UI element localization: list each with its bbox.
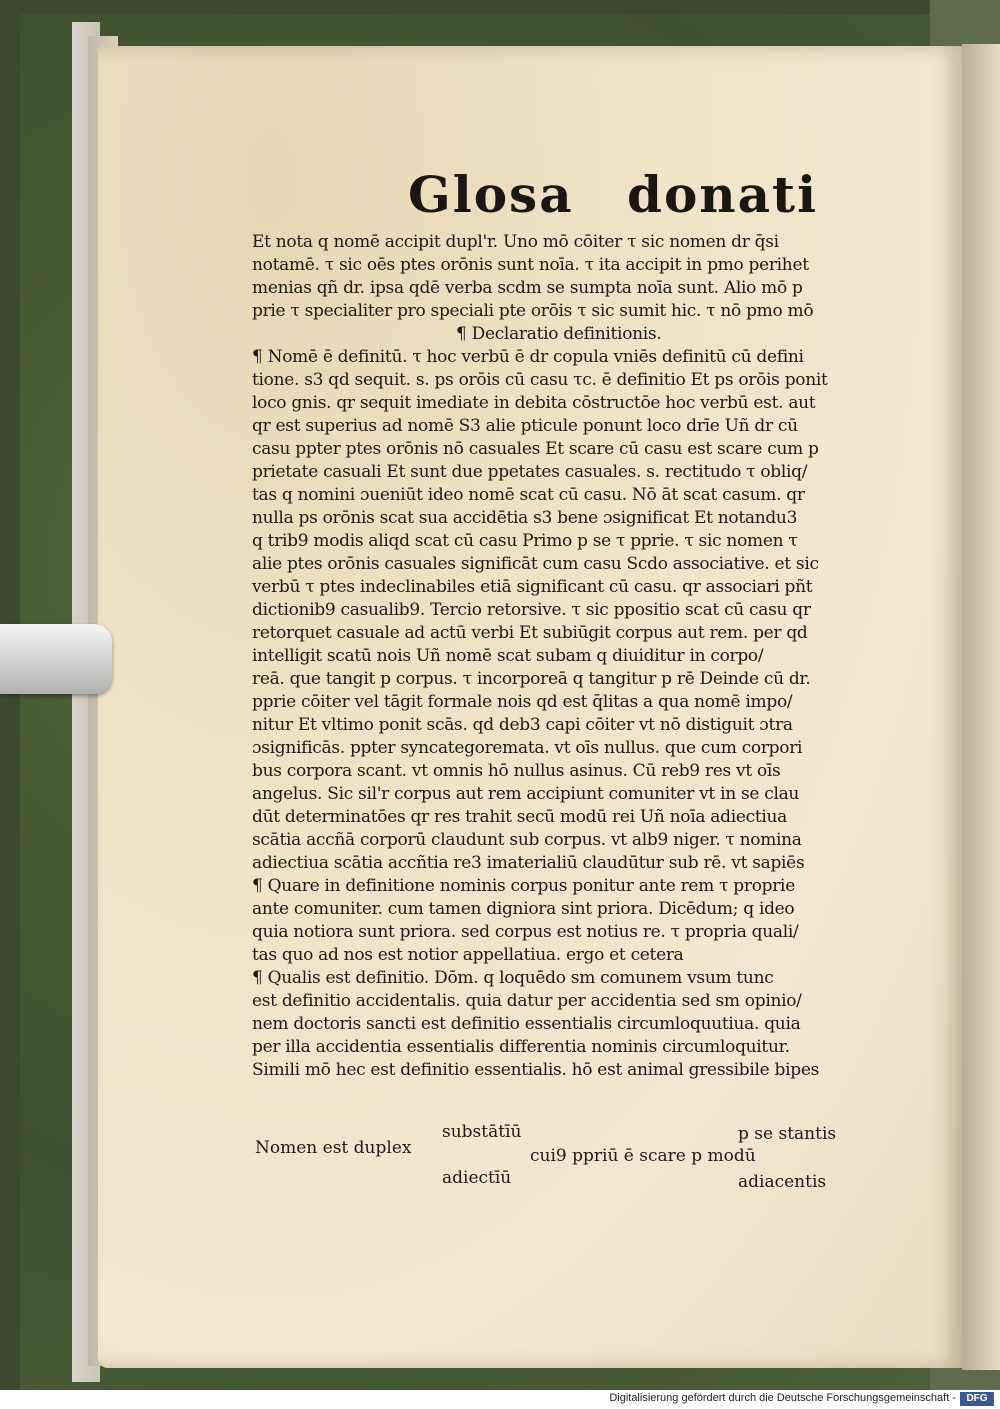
text-line: alie ptes orōnis casuales significāt cum casu Scdo associative. et sic	[252, 554, 819, 574]
text-line: nem doctoris sancti est definitio essentialis circumloquutiua. quia	[252, 1014, 801, 1034]
text-line: pprie cōiter vel tāgit formale nois qd est q̄litas a qua nomē impo/	[252, 692, 793, 712]
division-middle: cui9 ppriū ē scare p modū	[530, 1146, 756, 1166]
text-line: retorquet casuale ad actū verbi Et subiūgit corpus aut rem. per qd	[252, 623, 808, 643]
text-line: dictionib9 casualib9. Tercio retorsive. τ sic ppositio scat cū casu qr	[252, 600, 811, 620]
division-root: Nomen est duplex	[255, 1138, 412, 1158]
text-line: ante comuniter. cum tamen digniora sint priora. Dicēdum; q ideo	[252, 899, 795, 919]
text-line: Et nota q nomē accipit dupl'r. Uno mō cōiter τ sic nomen dr q̄si	[252, 232, 779, 252]
text-line: adiectiua scātia accñtia re3 imaterialiū claudūtur sub rē. vt sapiēs	[252, 853, 805, 873]
text-line: tione. s3 qd sequit. s. ps orōis cū casu τc. ē definitio Et ps orōis ponit	[252, 370, 828, 390]
text-line: q trib9 modis aliqd scat cū casu Primo p se τ pprie. τ sic nomen τ	[252, 531, 798, 551]
text-line: bus corpora scant. vt omnis hō nullus asinus. Cū reb9 res vt oīs	[252, 761, 781, 781]
text-line: tas quo ad nos est notior appellatiua. ergo et cetera	[252, 945, 684, 965]
text-line: est definitio accidentalis. quia datur per accidentia sed sm opinio/	[252, 991, 802, 1011]
text-line: prie τ specialiter pro speciali pte orōis τ sic sumit hic. τ nō pmo mō	[252, 301, 814, 321]
page-heading: Glosa donati	[408, 165, 819, 224]
text-line: casu ppter ptes orōnis nō casuales Et scare cū casu est scare cum p	[252, 439, 819, 459]
division-lower-right: adiacentis	[738, 1172, 827, 1192]
division-upper: substātīū	[442, 1122, 522, 1142]
footer-credit: Digitalisierung gefördert durch die Deutsche Forschungsgemeinschaft -	[609, 1392, 956, 1404]
text-line: angelus. Sic sil'r corpus aut rem accipiunt comuniter vt in se clau	[252, 784, 800, 804]
text-line: notamē. τ sic oēs ptes orōnis sunt noīa. τ ita accipit in pmo perihet	[252, 255, 809, 275]
text-line: loco gnis. qr sequit imediate in debita cōstructōe hoc verbū est. aut	[252, 393, 816, 413]
text-line: ¶ Qualis est definitio. Dōm. q loquēdo sm comunem vsum tunc	[252, 968, 774, 988]
facing-page-edge	[962, 44, 1000, 1370]
text-line: Simili mō hec est definitio essentialis. hō est animal gressibile bipes	[252, 1060, 820, 1080]
text-line: menias qñ dr. ipsa qdē verba scdm se sumpta noīa sunt. Alio mō p	[252, 278, 803, 298]
division-upper-right: p se stantis	[738, 1124, 837, 1144]
text-line: scātia accñā corporū claudunt sub corpus. vt alb9 niger. τ nomina	[252, 830, 802, 850]
book-clamp	[0, 624, 112, 694]
text-line: ɔsignificās. ppter syncategoremata. vt oīs nullus. que cum corpori	[252, 738, 803, 758]
text-line: reā. que tangit p corpus. τ incorporeā q tangitur p rē Deinde cū dr.	[252, 669, 811, 689]
text-line: nitur Et vltimo ponit scās. qd deb3 capi cōiter vt nō distiguit ɔtra	[252, 715, 793, 735]
text-line: qr est superius ad nomē S3 alie pticule ponunt loco drīe Uñ dr cū	[252, 416, 798, 436]
text-line: ¶ Nomē ē definitū. τ hoc verbū ē dr copula vniēs definitū cū defini	[252, 347, 804, 367]
footer-bar	[0, 1390, 1000, 1409]
text-line: tas q nomini ɔueniūt ideo nomē scat cū casu. Nō āt scat casum. qr	[252, 485, 805, 505]
text-line: per illa accidentia essentialis differentia nominis circumloquitur.	[252, 1037, 790, 1057]
text-line: verbū τ ptes indeclinabiles etiā significant cū casu. qr associari pñt	[252, 577, 813, 597]
text-line: intelligit scatū nois Uñ nomē scat subam q diuiditur in corpo/	[252, 646, 764, 666]
text-line: ¶ Declaratio definitionis.	[456, 324, 662, 344]
division-lower: adiectīū	[442, 1168, 512, 1188]
text-line: nulla ps orōnis scat sua accidētia s3 bene ɔsignificat Et notandu3	[252, 508, 798, 528]
text-line: ¶ Quare in definitione nominis corpus ponitur ante rem τ proprie	[252, 876, 795, 896]
text-line: dūt determinatōes qr res trahit secū modū rei Uñ noīa adiectiua	[252, 807, 787, 827]
text-line: quia notiora sunt priora. sed corpus est notius re. τ propria quali/	[252, 922, 799, 942]
text-line: prietate casuali Et sunt due ppetates casuales. s. rectitudo τ obliq/	[252, 462, 808, 482]
dfg-logo: DFG	[960, 1392, 994, 1406]
